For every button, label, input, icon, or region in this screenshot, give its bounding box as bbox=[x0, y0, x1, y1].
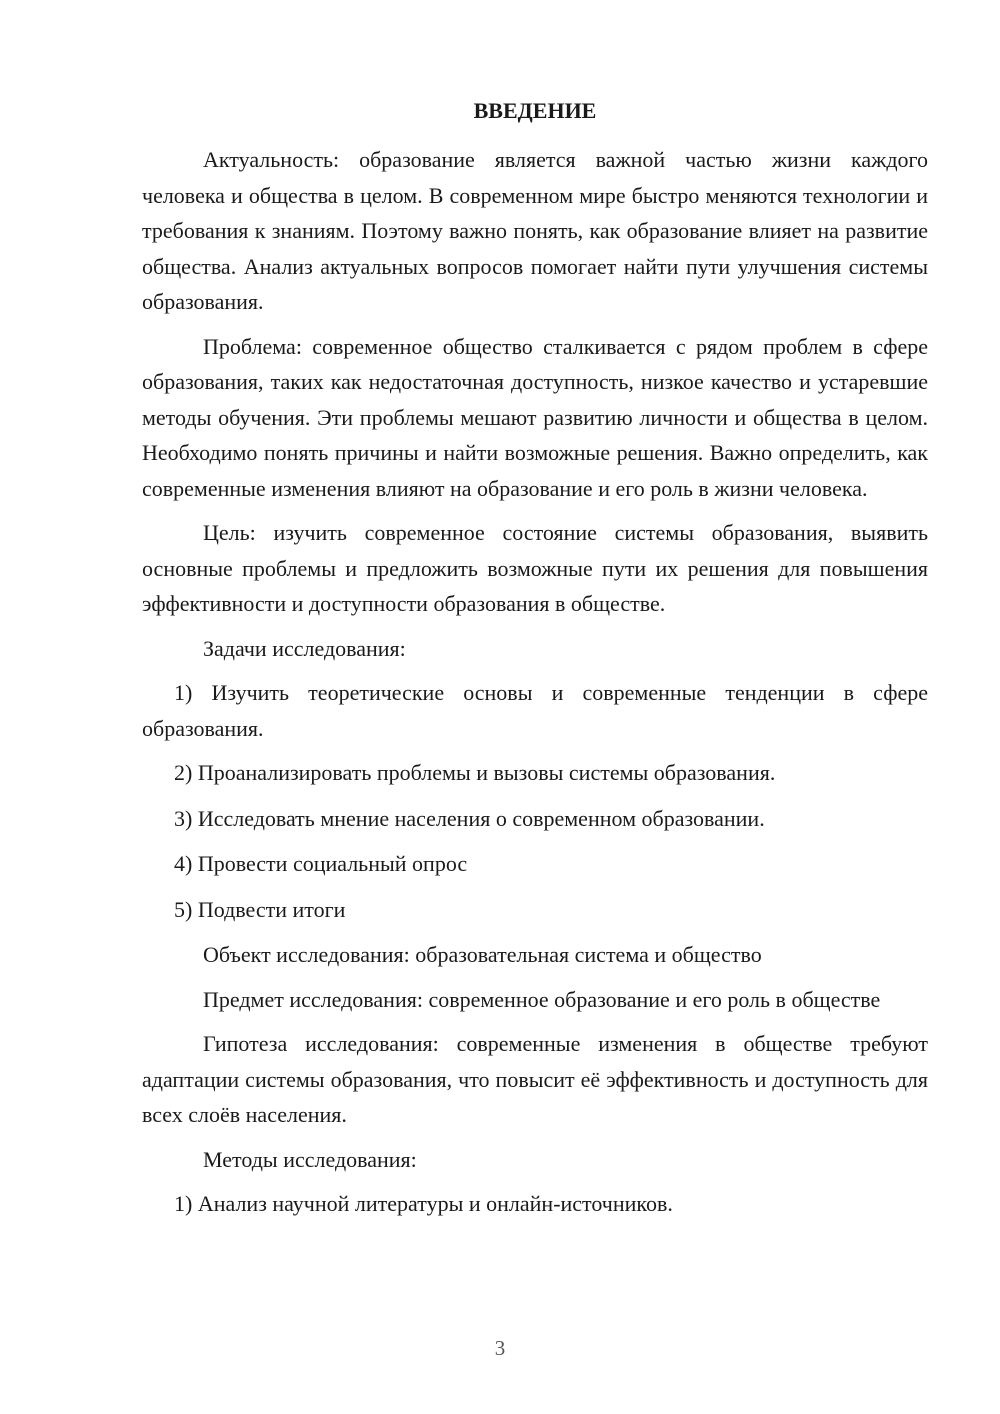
paragraph-problem: Проблема: современное общество сталкивается с рядом проблем в сфере образования, таких как недостаточная доступность, низкое качество и устаревшие методы обучения. Эти проблемы мешают развитию личности и общества в целом. Необходимо понять причины и найти возможные решения. Важно определить, как современные изменения влияют на образование и его роль в жизни человека. bbox=[142, 333, 928, 501]
paragraph-hypothesis: Гипотеза исследования: современные изменения в обществе требуют адаптации системы образования, что повысит её эффективность и доступность для всех слоёв населения. bbox=[142, 1031, 928, 1127]
task-item: 4) Провести социальный опрос bbox=[174, 851, 468, 876]
paragraph-object: Объект исследования: образовательная система и общество bbox=[203, 942, 762, 967]
page-body bbox=[142, 142, 928, 1222]
task-item: 2) Проанализировать проблемы и вызовы системы образования. bbox=[174, 760, 776, 785]
paragraph-goal: Цель: изучить современное состояние системы образования, выявить основные проблемы и предложить возможные пути их решения для повышения эффективности и доступности образования в обществе. bbox=[142, 520, 928, 616]
task-item: 3) Исследовать мнение населения о современном образовании. bbox=[174, 805, 765, 831]
tasks-heading: Задачи исследования: bbox=[203, 635, 406, 661]
page-number: 3 bbox=[494, 1336, 506, 1360]
paragraph-relevance: Актуальность: образование является важной частью жизни каждого человека и общества в целом. В современном мире быстро меняются технологии и требования к знаниям. Поэтому важно понять, как образование влияет на развитие общества. Анализ актуальных вопросов помогает найти пути улучшения системы образования. bbox=[142, 147, 928, 314]
paragraph-subject: Предмет исследования: современное образование и его роль в обществе bbox=[203, 986, 881, 1012]
task-item: 1) Изучить теоретические основы и современные тенденции в сфере образования. bbox=[142, 680, 928, 741]
methods-heading: Методы исследования: bbox=[203, 1146, 417, 1172]
method-item: 1) Анализ научной литературы и онлайн-источников. bbox=[174, 1191, 673, 1216]
task-item: 5) Подвести итоги bbox=[174, 896, 346, 922]
page-title: ВВЕДЕНИЕ bbox=[473, 98, 597, 123]
